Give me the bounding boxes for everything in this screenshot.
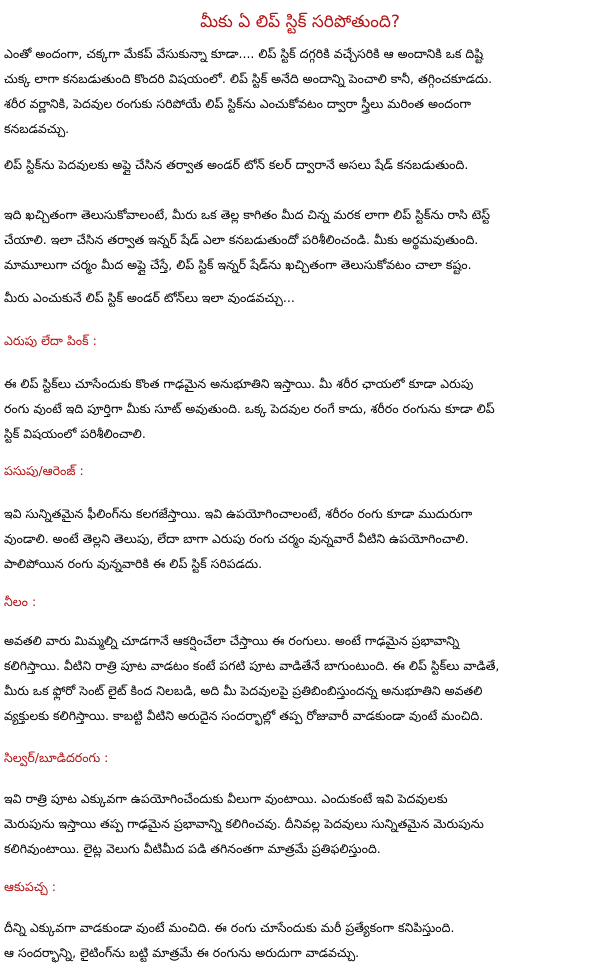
paragraph-silver-grey (4, 786, 596, 861)
text-line: ఇది ఖచ్చితంగా తెలుసుకోవాలంటే, మీరు ఒక తెల్ల కాగితం మీద చిన్న మరక లాగా లిప్ స్టిక్‌ను రాసి టెస్ట్ (4, 207, 491, 222)
text-line: చేయాలి. ఇలా చేసిన తర్వాత ఇన్నర్ షేడ్ ఎలా కనబడుతుందో పరిశీలించండి. మీకు అర్థమవుతుంది. (4, 232, 479, 247)
text-line: పాలిపోయిన రంగు వున్నవారికి ఈ లిప్ స్టిక్ సరిపడదు. (4, 556, 263, 571)
text-line: మీరు ఒక ఫ్లోరో సెంట్ లైట్ కింద నిలబడి, అది మీ పెదవులపై ప్రతిబింబిస్తుందన్న అనుభూతిని అవతలి (4, 683, 483, 698)
text-line: దీన్ని ఎక్కువగా వాడకుండా వుంటే మంచిది. ఈ రంగు చూసేందుకు మరీ ప్రత్యేకంగా కనిపిస్తుంది. (4, 920, 455, 935)
text-line: ఈ లిప్ స్టిక్‌లు చూసేందుకు కొంత గాఢమైన అనుభూతిని ఇస్తాయి. మీ శరీర ఛాయలో కూడా ఎరుపు (4, 376, 474, 391)
text-line: స్టిక్ విషయంలో పరిశీలించాలి. (4, 426, 146, 441)
paragraph-yellow-orange (4, 501, 596, 576)
article-title: మీకు ఏ లిప్ స్టిక్ సరిపోతుంది? (200, 12, 400, 32)
paragraph-red-pink (4, 371, 596, 446)
heading-silver-grey: సిల్వర్/బూడిదరంగు : (4, 750, 109, 765)
paragraph-undertone (4, 152, 596, 177)
text-line: కలిగివుంటాయి. లైట్ల వెలుగు వీటిమీద పడి తగినంతగా మాత్రమే ప్రతిఫలిస్తుంది. (4, 841, 381, 856)
text-line: అవతలి వారు మిమ్మల్ని చూడగానే ఆకర్షించేలా చేస్తాయి ఈ రంగులు. అంటే గాఢమైన ప్రభావాన్ని (4, 633, 460, 648)
text-line: వ్యక్తులకు కలిగిస్తాయి. కాబట్టి వీటిని అరుదైన సందర్భాల్లో తప్ప రోజువారీ వాడకుండా వుంటే మంచిది. (4, 708, 484, 723)
heading-red-pink: ఎరుపు లేదా పింక్ : (4, 333, 97, 348)
heading-blue: నీలం : (4, 594, 37, 609)
paragraph-test (4, 202, 596, 277)
text-line: ఇవి రాత్రి పూట ఎక్కువగా ఉపయోగించేందుకు వీలుగా వుంటాయి. ఎందుకంటే ఇవి పెదవులకు (4, 791, 448, 806)
paragraph-blue (4, 628, 596, 728)
text-line: మెరుపును ఇస్తాయి తప్ప గాఢమైన ప్రభావాన్ని కలిగించవు. దీనివల్ల పెదవులు సున్నితమైన మెరుపును (4, 816, 484, 831)
paragraph-green (4, 915, 596, 965)
heading-yellow-orange: పసుపు/ఆరెంజ్ : (4, 463, 84, 478)
text-line: మామూలుగా చర్మం మీద అప్లై చేస్తే, లిప్ స్టిక్ ఇన్నర్ షేడ్‌ను ఖచ్చితంగా తెలుసుకోవటం చాలా కష్టం. (4, 257, 472, 272)
text-line: వుండాలి. అంటే తెల్లని తెలుపు, లేదా బాగా ఎరుపు రంగు చర్మం వున్నవారే వీటిని ఉపయోగించాలి. (4, 531, 469, 546)
text-line: రంగు వుంటే ఇది పూర్తిగా మీకు సూట్ అవుతుంది. ఒక్క పెదవుల రంగే కాదు, శరీరం రంగును కూడా లిప్ (4, 401, 495, 416)
text-line: ఎంతో అందంగా, చక్కగా మేకప్ వేసుకున్నా కూడా.... లిప్ స్టిక్ దగ్గరికి వచ్చేసరికి ఆ అందానికి ఒక దిష్టి (4, 46, 484, 61)
paragraph-intro (4, 41, 596, 141)
text-line: మీరు ఎంచుకునే లిప్ స్టిక్ అండర్ టోన్‌లు ఇలా వుండవచ్చు... (4, 290, 295, 305)
text-line: ఇవి సున్నితమైన ఫీలింగ్‌ను కలగజేస్తాయి. ఇవి ఉపయోగించాలంటే, శరీరం రంగు కూడా ముదురుగా (4, 506, 473, 521)
text-line: చుక్క లాగా కనబడుతుంది కొందరి విషయంలో. లిప్ స్టిక్ అనేది అందాన్ని పెంచాలి కానీ, తగ్గించకూడదు. (4, 71, 493, 86)
text-line: కనబడవచ్చు. (4, 121, 70, 136)
text-line: శరీర వర్ణానికి, పెదవుల రంగుకు సరిపోయే లిప్ స్టిక్‌ను ఎంచుకోవటం ద్వారా స్త్రీలు మరింత అందంగా (4, 96, 471, 111)
heading-green: ఆకుపచ్చ : (4, 879, 56, 894)
text-line: కలిగిస్తాయి. వీటిని రాత్రి పూట వాడటం కంటే పగటి పూట వాడితేనే బాగుంటుంది. ఈ లిప్ స్టిక్‌లు వాడితే, (4, 658, 500, 673)
text-line: ఆ సందర్భాన్ని, లైటింగ్‌ను బట్టి మాత్రమే ఈ రంగును అరుదుగా వాడవచ్చు. (4, 945, 360, 960)
text-line: లిప్ స్టిక్‌ను పెదవులకు అప్లై చేసిన తర్వాత అండర్ టోన్ కలర్ ద్వారానే అసలు షేడ్ కనబడుతుంది. (4, 157, 469, 172)
paragraph-choices (4, 285, 596, 310)
